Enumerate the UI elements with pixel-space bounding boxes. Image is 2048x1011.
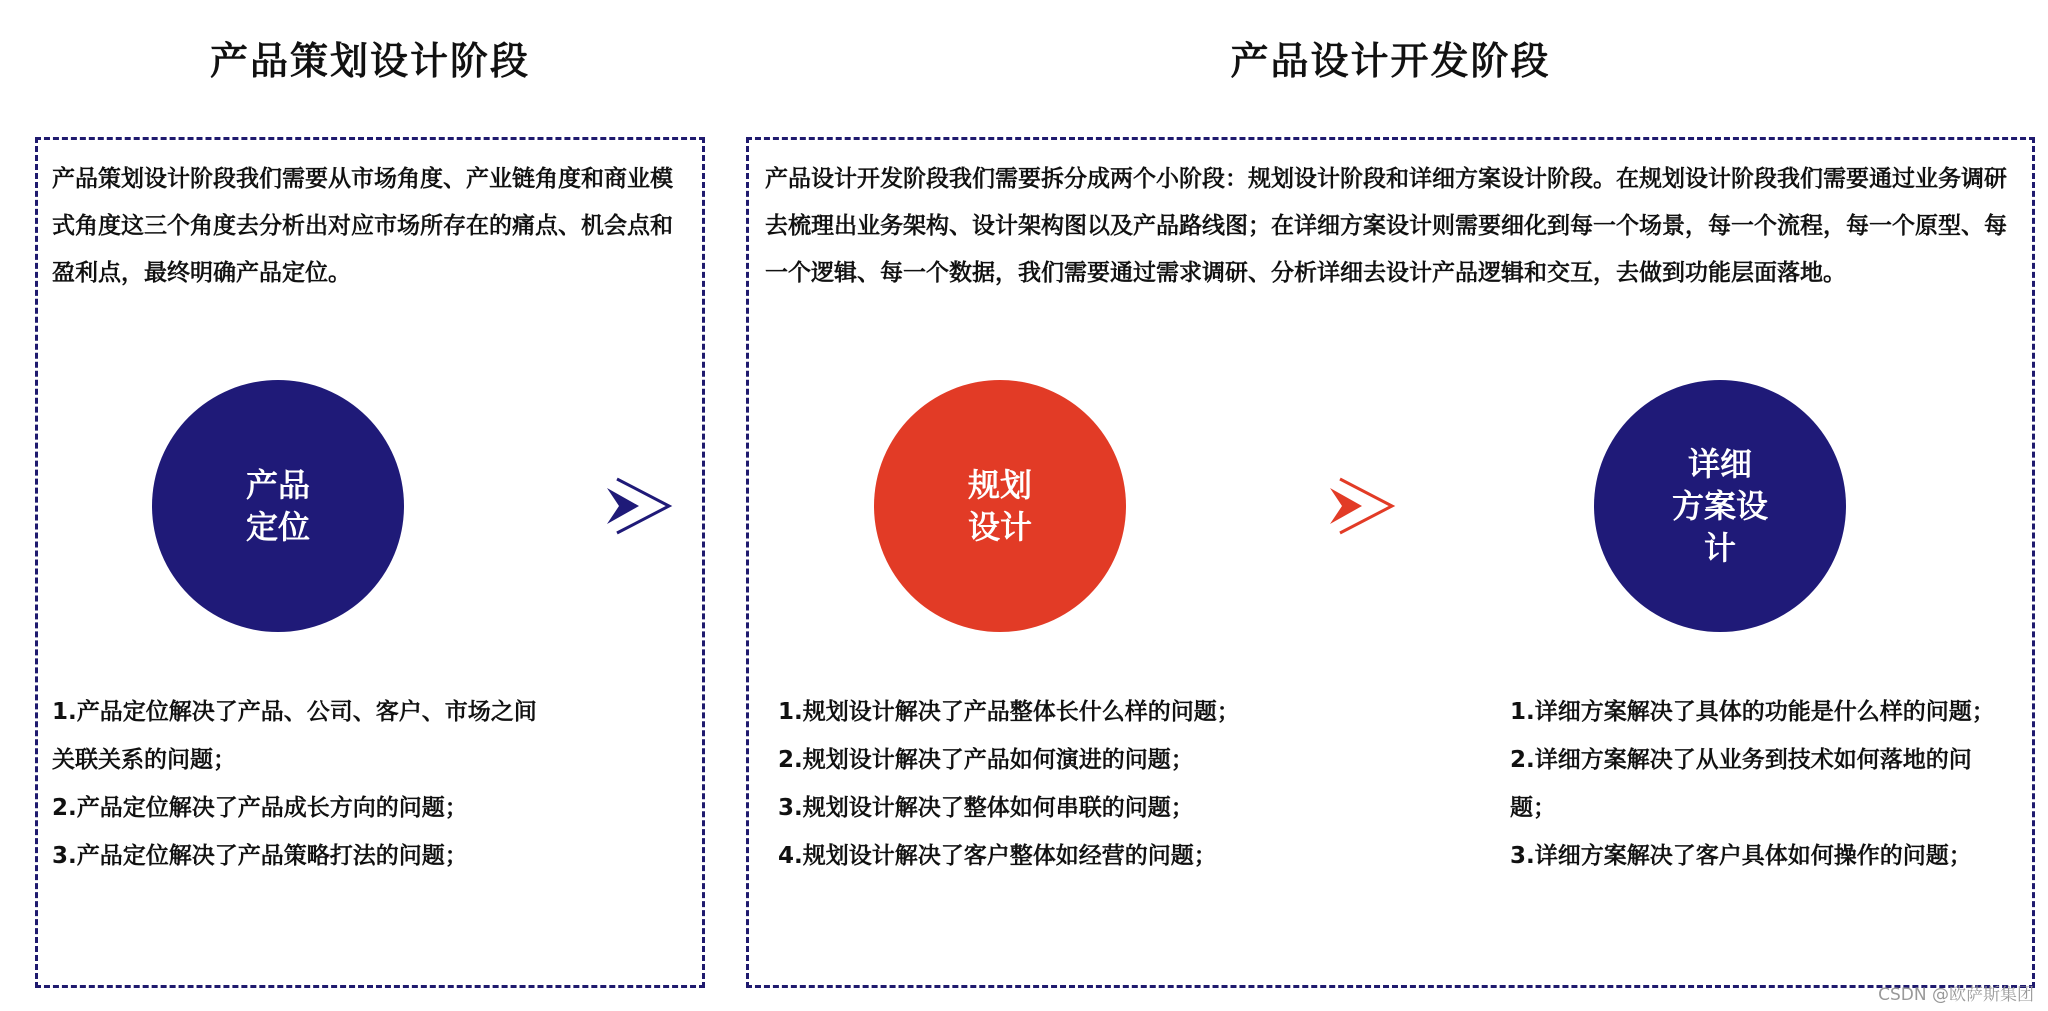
left-intro: 产品策划设计阶段我们需要从市场角度、产业链角度和商业模式角度这三个角度去分析出对应市场所存在的痛点、机会点和盈利点，最终明确产品定位。 xyxy=(52,166,673,286)
list-item: 3.规划设计解决了整体如何串联的问题； xyxy=(778,795,1194,821)
right-intro: 产品设计开发阶段我们需要拆分成两个小阶段：规划设计阶段和详细方案设计阶段。在规划设计阶段我们需要通过业务调研去梳理出业务架构、设计架构图以及产品路线图；在详细方案设计则需要细化到每一个场景，每一个流程，每一个原型、每一个逻辑、每一个数据，我们需要通过需求调研、分析详细去设计产品逻辑和交互，去做到功能层面落地。 xyxy=(765,166,2007,286)
right-title: 产品设计开发阶段 xyxy=(1230,39,1551,83)
list-item: 3.产品定位解决了产品策略打法的问题； xyxy=(52,843,468,869)
planning-list xyxy=(778,688,1288,880)
circle-detailed-design: 详细 方案设 计 xyxy=(1594,380,1846,632)
chevron-arrow-icon xyxy=(605,476,675,536)
circle-product-positioning: 产品 定位 xyxy=(152,380,404,632)
list-item: 4.规划设计解决了客户整体如经营的问题； xyxy=(778,843,1217,869)
left-list xyxy=(52,688,542,880)
detailed-list xyxy=(1510,688,2010,880)
list-item: 1.规划设计解决了产品整体长什么样的问题； xyxy=(778,699,1240,725)
list-item: 3.详细方案解决了客户具体如何操作的问题； xyxy=(1510,843,1972,869)
watermark: CSDN @欧萨斯集团 xyxy=(1878,985,2034,1005)
list-item: 2.详细方案解决了从业务到技术如何落地的问题； xyxy=(1510,747,1972,821)
chevron-arrow-icon xyxy=(1328,476,1398,536)
circle-planning-design: 规划 设计 xyxy=(874,380,1126,632)
list-item: 2.规划设计解决了产品如何演进的问题； xyxy=(778,747,1194,773)
left-title: 产品策划设计阶段 xyxy=(209,39,530,83)
list-item: 1.详细方案解决了具体的功能是什么样的问题； xyxy=(1510,699,1995,725)
list-item: 2.产品定位解决了产品成长方向的问题； xyxy=(52,795,468,821)
list-item: 1.产品定位解决了产品、公司、客户、市场之间关联关系的问题； xyxy=(52,699,537,773)
